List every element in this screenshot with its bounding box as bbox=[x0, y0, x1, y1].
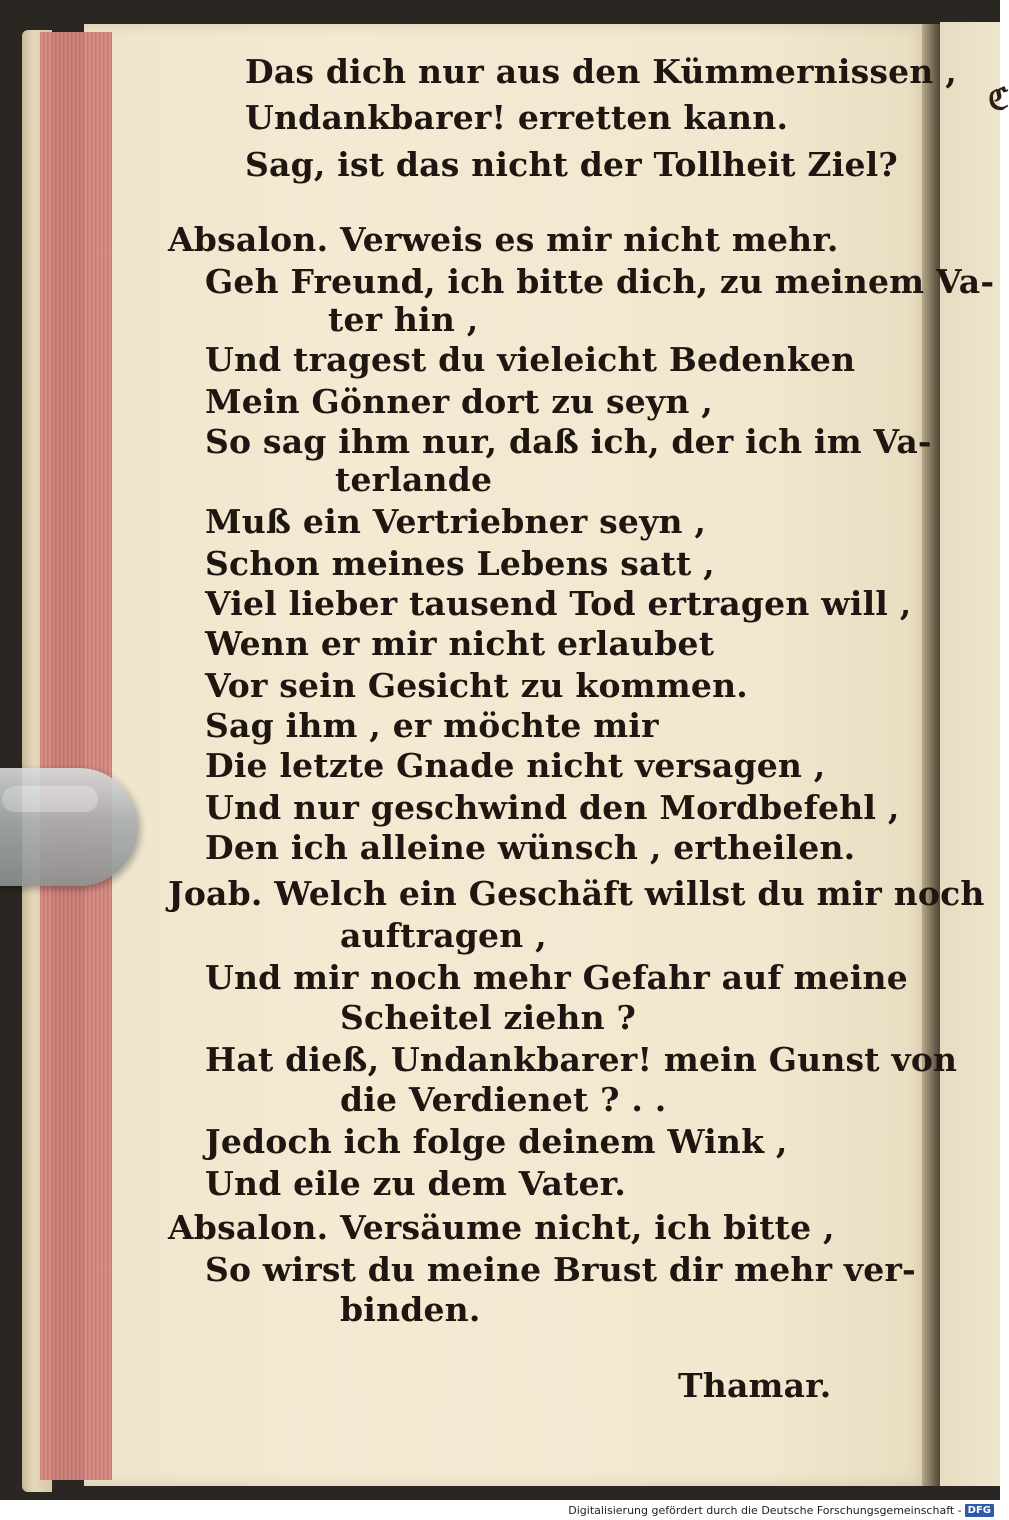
footer-bar bbox=[0, 1500, 1000, 1519]
text-line: Scheitel ziehn ? bbox=[340, 998, 636, 1037]
text-line: Geh Freund, ich bitte dich, zu meinem Va- bbox=[205, 262, 995, 301]
speaker-line: Joab. Welch ein Geschäft willst du mir noch bbox=[168, 874, 985, 913]
text-line: binden. bbox=[340, 1290, 481, 1329]
text-line: Mein Gönner dort zu seyn , bbox=[205, 382, 713, 421]
speaker-line: Absalon. Verweis es mir nicht mehr. bbox=[168, 220, 839, 259]
text-line: Viel lieber tausend Tod ertragen will , bbox=[205, 584, 912, 623]
text-line: Muß ein Vertriebner seyn , bbox=[205, 502, 707, 541]
text-line: auftragen , bbox=[340, 916, 547, 955]
text-line: Und nur geschwind den Mordbefehl , bbox=[205, 788, 900, 827]
text-line: Und tragest du vieleicht Bedenken bbox=[205, 340, 856, 379]
text-line: Und mir noch mehr Gefahr auf meine bbox=[205, 958, 908, 997]
text-line: So sag ihm nur, daß ich, der ich im Va- bbox=[205, 422, 932, 461]
speaker-line: Absalon. Versäume nicht, ich bitte , bbox=[168, 1208, 835, 1247]
next-page-glyph: ℭ bbox=[988, 82, 1009, 117]
text-line: Wenn er mir nicht erlaubet bbox=[205, 624, 715, 663]
text-line: terlande bbox=[335, 460, 493, 499]
text-line: Hat dieß, Undankbarer! mein Gunst von bbox=[205, 1040, 958, 1079]
footer-credit: Digitalisierung gefördert durch die Deutsche Forschungsgemeinschaft - bbox=[568, 1503, 962, 1517]
text-line: Jedoch ich folge deinem Wink , bbox=[205, 1122, 788, 1161]
catchword: Thamar. bbox=[678, 1366, 832, 1405]
text-line: Vor sein Gesicht zu kommen. bbox=[205, 666, 748, 705]
text-line: ter hin , bbox=[328, 300, 479, 339]
text-line: die Verdienet ? . . bbox=[340, 1080, 667, 1119]
text-line: Die letzte Gnade nicht versagen , bbox=[205, 746, 826, 785]
text-line: So wirst du meine Brust dir mehr ver- bbox=[205, 1250, 916, 1289]
text-line: Sag, ist das nicht der Tollheit Ziel? bbox=[245, 145, 898, 184]
text-line: Sag ihm , er möchte mir bbox=[205, 706, 659, 745]
text-line: Und eile zu dem Vater. bbox=[205, 1164, 627, 1203]
dfg-logo: DFG bbox=[965, 1504, 994, 1517]
text-line: Undankbarer! erretten kann. bbox=[245, 98, 789, 137]
text-line: Schon meines Lebens satt , bbox=[205, 544, 715, 583]
text-line: Das dich nur aus den Kümmernissen , bbox=[245, 52, 957, 91]
text-line: Den ich alleine wünsch , ertheilen. bbox=[205, 828, 856, 867]
